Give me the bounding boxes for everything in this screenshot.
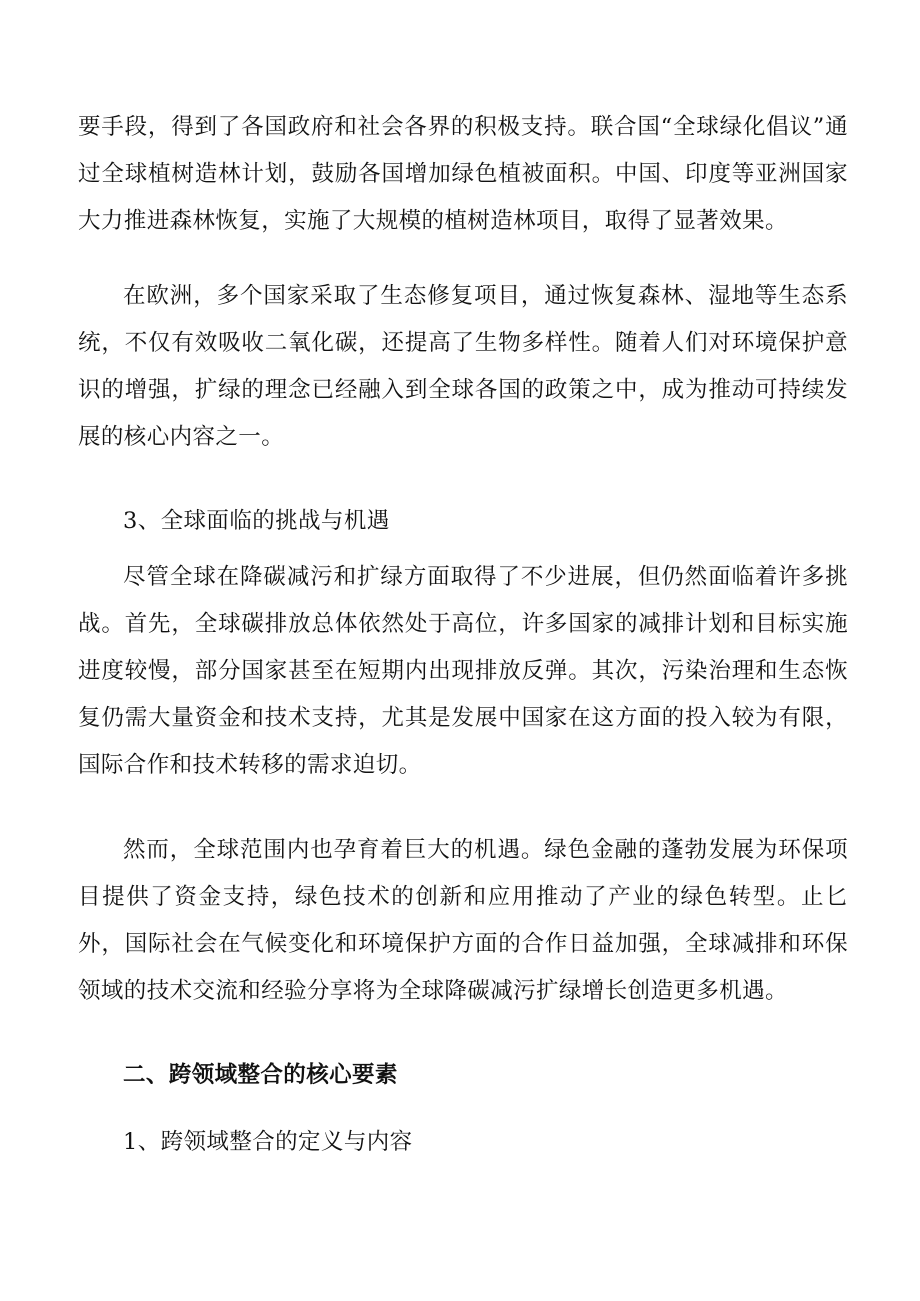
paragraph-europe-restoration: 在欧洲，多个国家采取了生态修复项目，通过恢复森林、湿地等生态系统，不仅有效吸收二氧化碳，还提高了生物多样性。随着人们对环境保护意识的增强，扩绿的理念已经融入到全球各国的政策之中，成为推动可持续发展的核心内容之一。 <box>78 283 848 450</box>
section-heading-definition: 1、跨领域整合的定义与内容 <box>123 1129 413 1155</box>
chapter-heading-cross-domain: 二、跨领域整合的核心要素 <box>123 1062 398 1088</box>
paragraph-global-greening: 要手段，得到了各国政府和社会各界的积极支持。联合国“全球绿化倡议”通过全球植树造林计划，鼓励各国增加绿色植被面积。中国、印度等亚洲国家大力推进森林恢复，实施了大规模的植树造林项目，取得了显著效果。 <box>78 114 848 234</box>
paragraph-opportunities: 然而，全球范围内也孕育着巨大的机遇。绿色金融的蓬勃发展为环保项目提供了资金支持，绿色技术的创新和应用推动了产业的绿色转型。止匕外，国际社会在气候变化和环境保护方面的合作日益加强，全球减排和环保领域的技术交流和经验分享将为全球降碳减污扩绿增长创造更多机遇。 <box>78 837 848 1004</box>
section-heading-challenges: 3、全球面临的挑战与机遇 <box>123 508 390 534</box>
paragraph-challenges: 尽管全球在降碳减污和扩绿方面取得了不少进展，但仍然面临着许多挑战。首先，全球碳排放总体依然处于高位，许多国家的减排计划和目标实施进度较慢，部分国家甚至在短期内出现排放反弹。其次，污染治理和生态恢复仍需大量资金和技术支持，尤其是发展中国家在这方面的投入较为有限，国际合作和技术转移的需求迫切。 <box>78 564 848 778</box>
